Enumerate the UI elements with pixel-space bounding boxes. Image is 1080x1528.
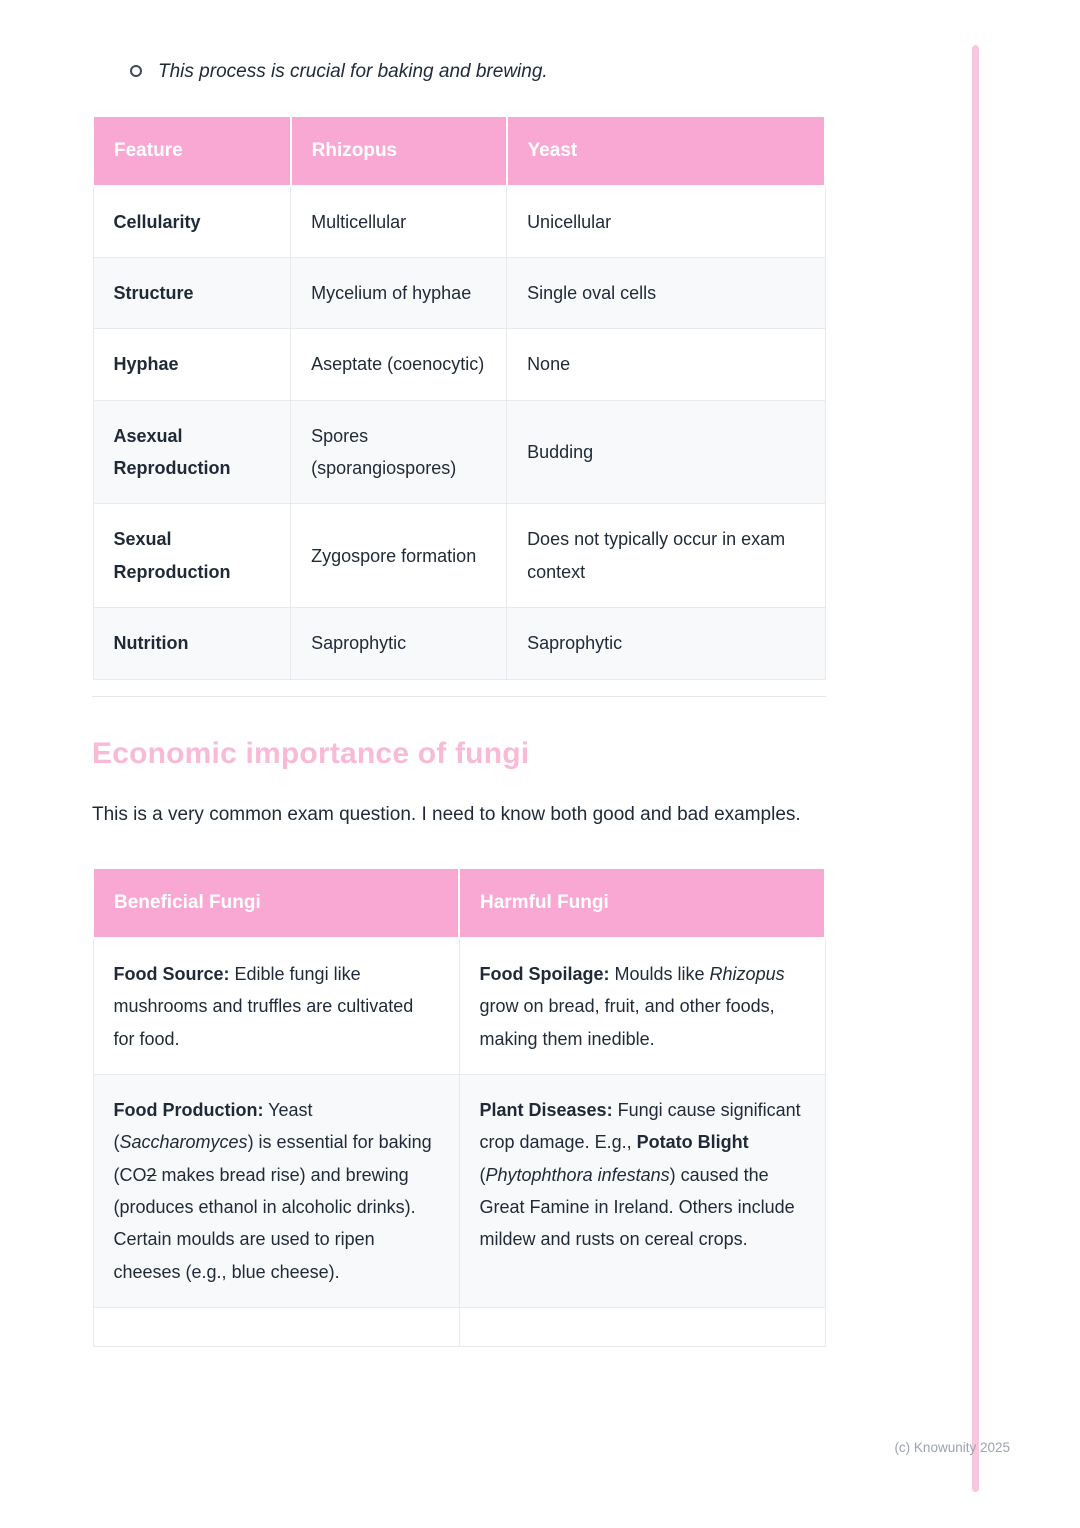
section-intro-paragraph: This is a very common exam question. I need to know both good and bad examples. — [92, 803, 801, 825]
table-row — [93, 257, 825, 328]
table-row — [93, 329, 825, 400]
header-cell-feature: Feature — [93, 116, 291, 186]
table-row — [93, 400, 825, 504]
yeast-cell: None — [507, 329, 825, 400]
rhizopus-cell: Saprophytic — [291, 608, 507, 679]
table-row — [93, 504, 825, 608]
bullet-circle-icon — [130, 65, 142, 77]
rhizopus-yeast-comparison-table — [92, 115, 826, 680]
yeast-cell: Does not typically occur in exam context — [507, 504, 825, 608]
rhizopus-cell: Spores (sporangiospores) — [291, 400, 507, 504]
section-heading: Economic importance of fungi — [92, 736, 530, 770]
bullet-note-text: This process is crucial for baking and brewing. — [158, 61, 548, 82]
table-row — [93, 608, 825, 679]
rhizopus-cell: Zygospore formation — [291, 504, 507, 608]
table-row — [93, 938, 825, 1075]
harmful-cell: Food Spoilage: Moulds like Rhizopus grow on bread, fruit, and other foods, making them inedible. — [459, 938, 825, 1075]
table-row-partial — [93, 1308, 825, 1347]
feature-cell: Asexual Reproduction — [93, 400, 291, 504]
beneficial-cell — [93, 1308, 459, 1347]
header-cell-yeast: Yeast — [507, 116, 825, 186]
section-divider — [92, 696, 826, 697]
rhizopus-cell: Multicellular — [291, 186, 507, 258]
yeast-cell: Saprophytic — [507, 608, 825, 679]
rhizopus-cell: Aseptate (coenocytic) — [291, 329, 507, 400]
beneficial-cell: Food Production: Yeast (Saccharomyces) is essential for baking (CO2 makes bread rise) and brewing (produces ethanol in alcoholic drinks). Certain moulds are used to ripen cheeses (e.g., blue cheese). — [93, 1074, 459, 1307]
yeast-cell: Budding — [507, 400, 825, 504]
harmful-cell: Plant Diseases: Fungi cause significant crop damage. E.g., Potato Blight (Phytophthora infestans) caused the Great Famine in Ireland. Others include mildew and rusts on cereal crops. — [459, 1074, 825, 1307]
rhizopus-cell: Mycelium of hyphae — [291, 257, 507, 328]
table-row — [93, 1074, 825, 1307]
bullet-note — [130, 58, 826, 87]
table-row — [93, 186, 825, 258]
feature-cell: Hyphae — [93, 329, 291, 400]
header-cell-rhizopus: Rhizopus — [291, 116, 507, 186]
copyright-footer: (c) Knowunity 2025 — [894, 1440, 1010, 1455]
document-content — [92, 0, 826, 1347]
beneficial-cell: Food Source: Edible fungi like mushrooms and truffles are cultivated for food. — [93, 938, 459, 1075]
page-scrollbar[interactable] — [972, 45, 979, 1492]
header-cell-harmful: Harmful Fungi — [459, 868, 825, 938]
feature-cell: Sexual Reproduction — [93, 504, 291, 608]
feature-cell: Cellularity — [93, 186, 291, 258]
feature-cell: Structure — [93, 257, 291, 328]
table-header-row — [93, 116, 825, 186]
yeast-cell: Single oval cells — [507, 257, 825, 328]
header-cell-beneficial: Beneficial Fungi — [93, 868, 459, 938]
harmful-cell — [459, 1308, 825, 1347]
table-header-row — [93, 868, 825, 938]
fungi-importance-table — [92, 867, 826, 1348]
yeast-cell: Unicellular — [507, 186, 825, 258]
feature-cell: Nutrition — [93, 608, 291, 679]
